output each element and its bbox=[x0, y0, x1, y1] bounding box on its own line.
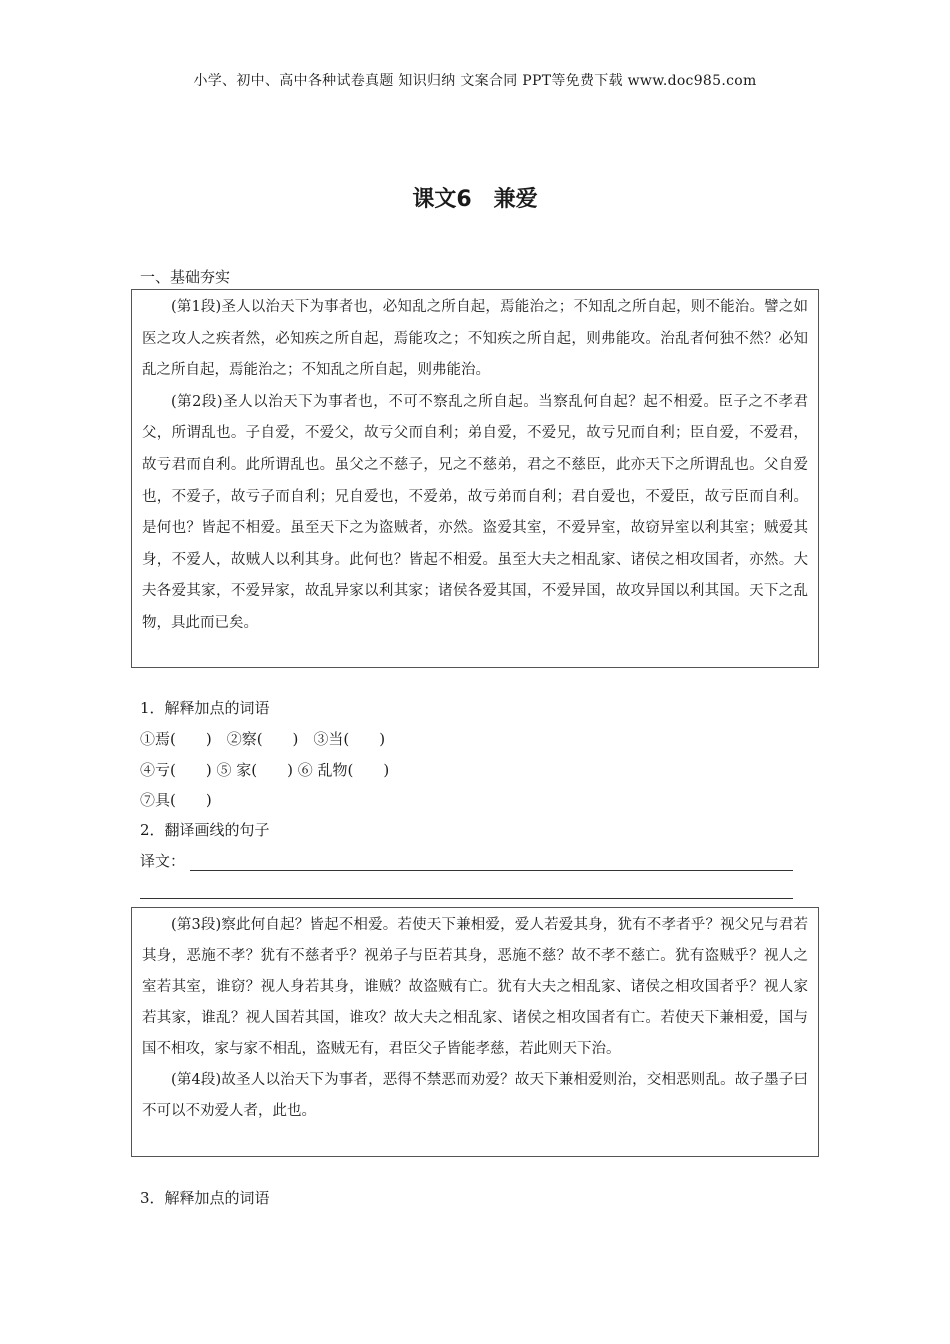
passage-paragraph-3: (第3段)察此何自起？皆起不相爱。若使天下兼相爱，爱人若爱其身，犹有不孝者乎？视父兄与君若其身，恶施不孝？犹有不慈者乎？视弟子与臣若其身，恶施不慈？故不孝不慈亡。犹有盗贼乎？视人之室若其室，谁窃？视人身若其身，谁贼？故盗贼有亡。犹有大夫之相乱家、诸侯之相攻国者乎？视人家若其家，谁乱？视人国若其国，谁攻？故大夫之相乱家、诸侯之相攻国者有亡。若使天下兼相爱，国与国不相攻，家与家不相乱，盗贼无有，君臣父子皆能孝慈，若此则天下治。 bbox=[142, 917, 808, 1057]
answer-line-2[interactable] bbox=[140, 898, 793, 899]
translation-label: 译文： bbox=[140, 852, 186, 870]
question-1-row-3: ⑦具( ) bbox=[140, 791, 212, 809]
passage-paragraph-4: (第4段)故圣人以治天下为事者，恶得不禁恶而劝爱？故天下兼相爱则治，交相恶则乱。故子墨子曰不可以不劝爱人者，此也。 bbox=[142, 1072, 808, 1119]
page-title: 课文6 兼爱 bbox=[412, 187, 538, 212]
question-1-row-1: ①焉( ) ②察( ) ③当( ) bbox=[140, 730, 386, 748]
passage-paragraph-1: (第1段)圣人以治天下为事者也，必知乱之所自起，焉能治之；不知乱之所自起，则不能治。譬之如医之攻人之疾者然，必知疾之所自起，焉能攻之；不知疾之所自起，则弗能攻。治乱者何独不然？必知乱之所自起，焉能治之；不知乱之所自起，则弗能治。 bbox=[142, 299, 808, 379]
question-3-title: 3．解释加点的词语 bbox=[140, 1189, 270, 1207]
passage-box-2 bbox=[131, 907, 819, 1157]
passage-paragraph-2: (第2段)圣人以治天下为事者也，不可不察乱之所自起。当察乱何自起？起不相爱。臣子之不孝君父，所谓乱也。子自爱，不爱父，故亏父而自利；弟自爱，不爱兄，故亏兄而自利；臣自爱，不爱君，故亏君而自利。此所谓乱也。虽父之不慈子，兄之不慈弟，君之不慈臣，此亦天下之所谓乱也。父自爱也，不爱子，故亏子而自利；兄自爱也，不爱弟，故亏弟而自利；君自爱也，不爱臣，故亏臣而自利。是何也？皆起不相爱。虽至天下之为盗贼者，亦然。盗爱其室，不爱异室，故窃异室以利其室；贼爱其身，不爱人，故贼人以利其身。此何也？皆起不相爱。虽至大夫之相乱家、诸侯之相攻国者，亦然。大夫各爱其家，不爱异家，故乱异家以利其家；诸侯各爱其国，不爱异国，故攻异国以利其国。天下之乱物，具此而已矣。 bbox=[142, 393, 808, 631]
question-1-title: 1．解释加点的词语 bbox=[140, 699, 270, 717]
question-1-row-2: ④亏( ) ⑤ 家( ) ⑥ 乱物( ) bbox=[140, 761, 390, 779]
passage-box-1 bbox=[131, 289, 819, 668]
answer-line-1[interactable] bbox=[190, 870, 793, 871]
section-heading: 一、基础夯实 bbox=[140, 268, 231, 286]
question-2-title: 2．翻译画线的句子 bbox=[140, 821, 270, 839]
page-header: 小学、初中、高中各种试卷真题 知识归纳 文案合同 PPT等免费下载 www.doc985.com bbox=[193, 73, 757, 89]
